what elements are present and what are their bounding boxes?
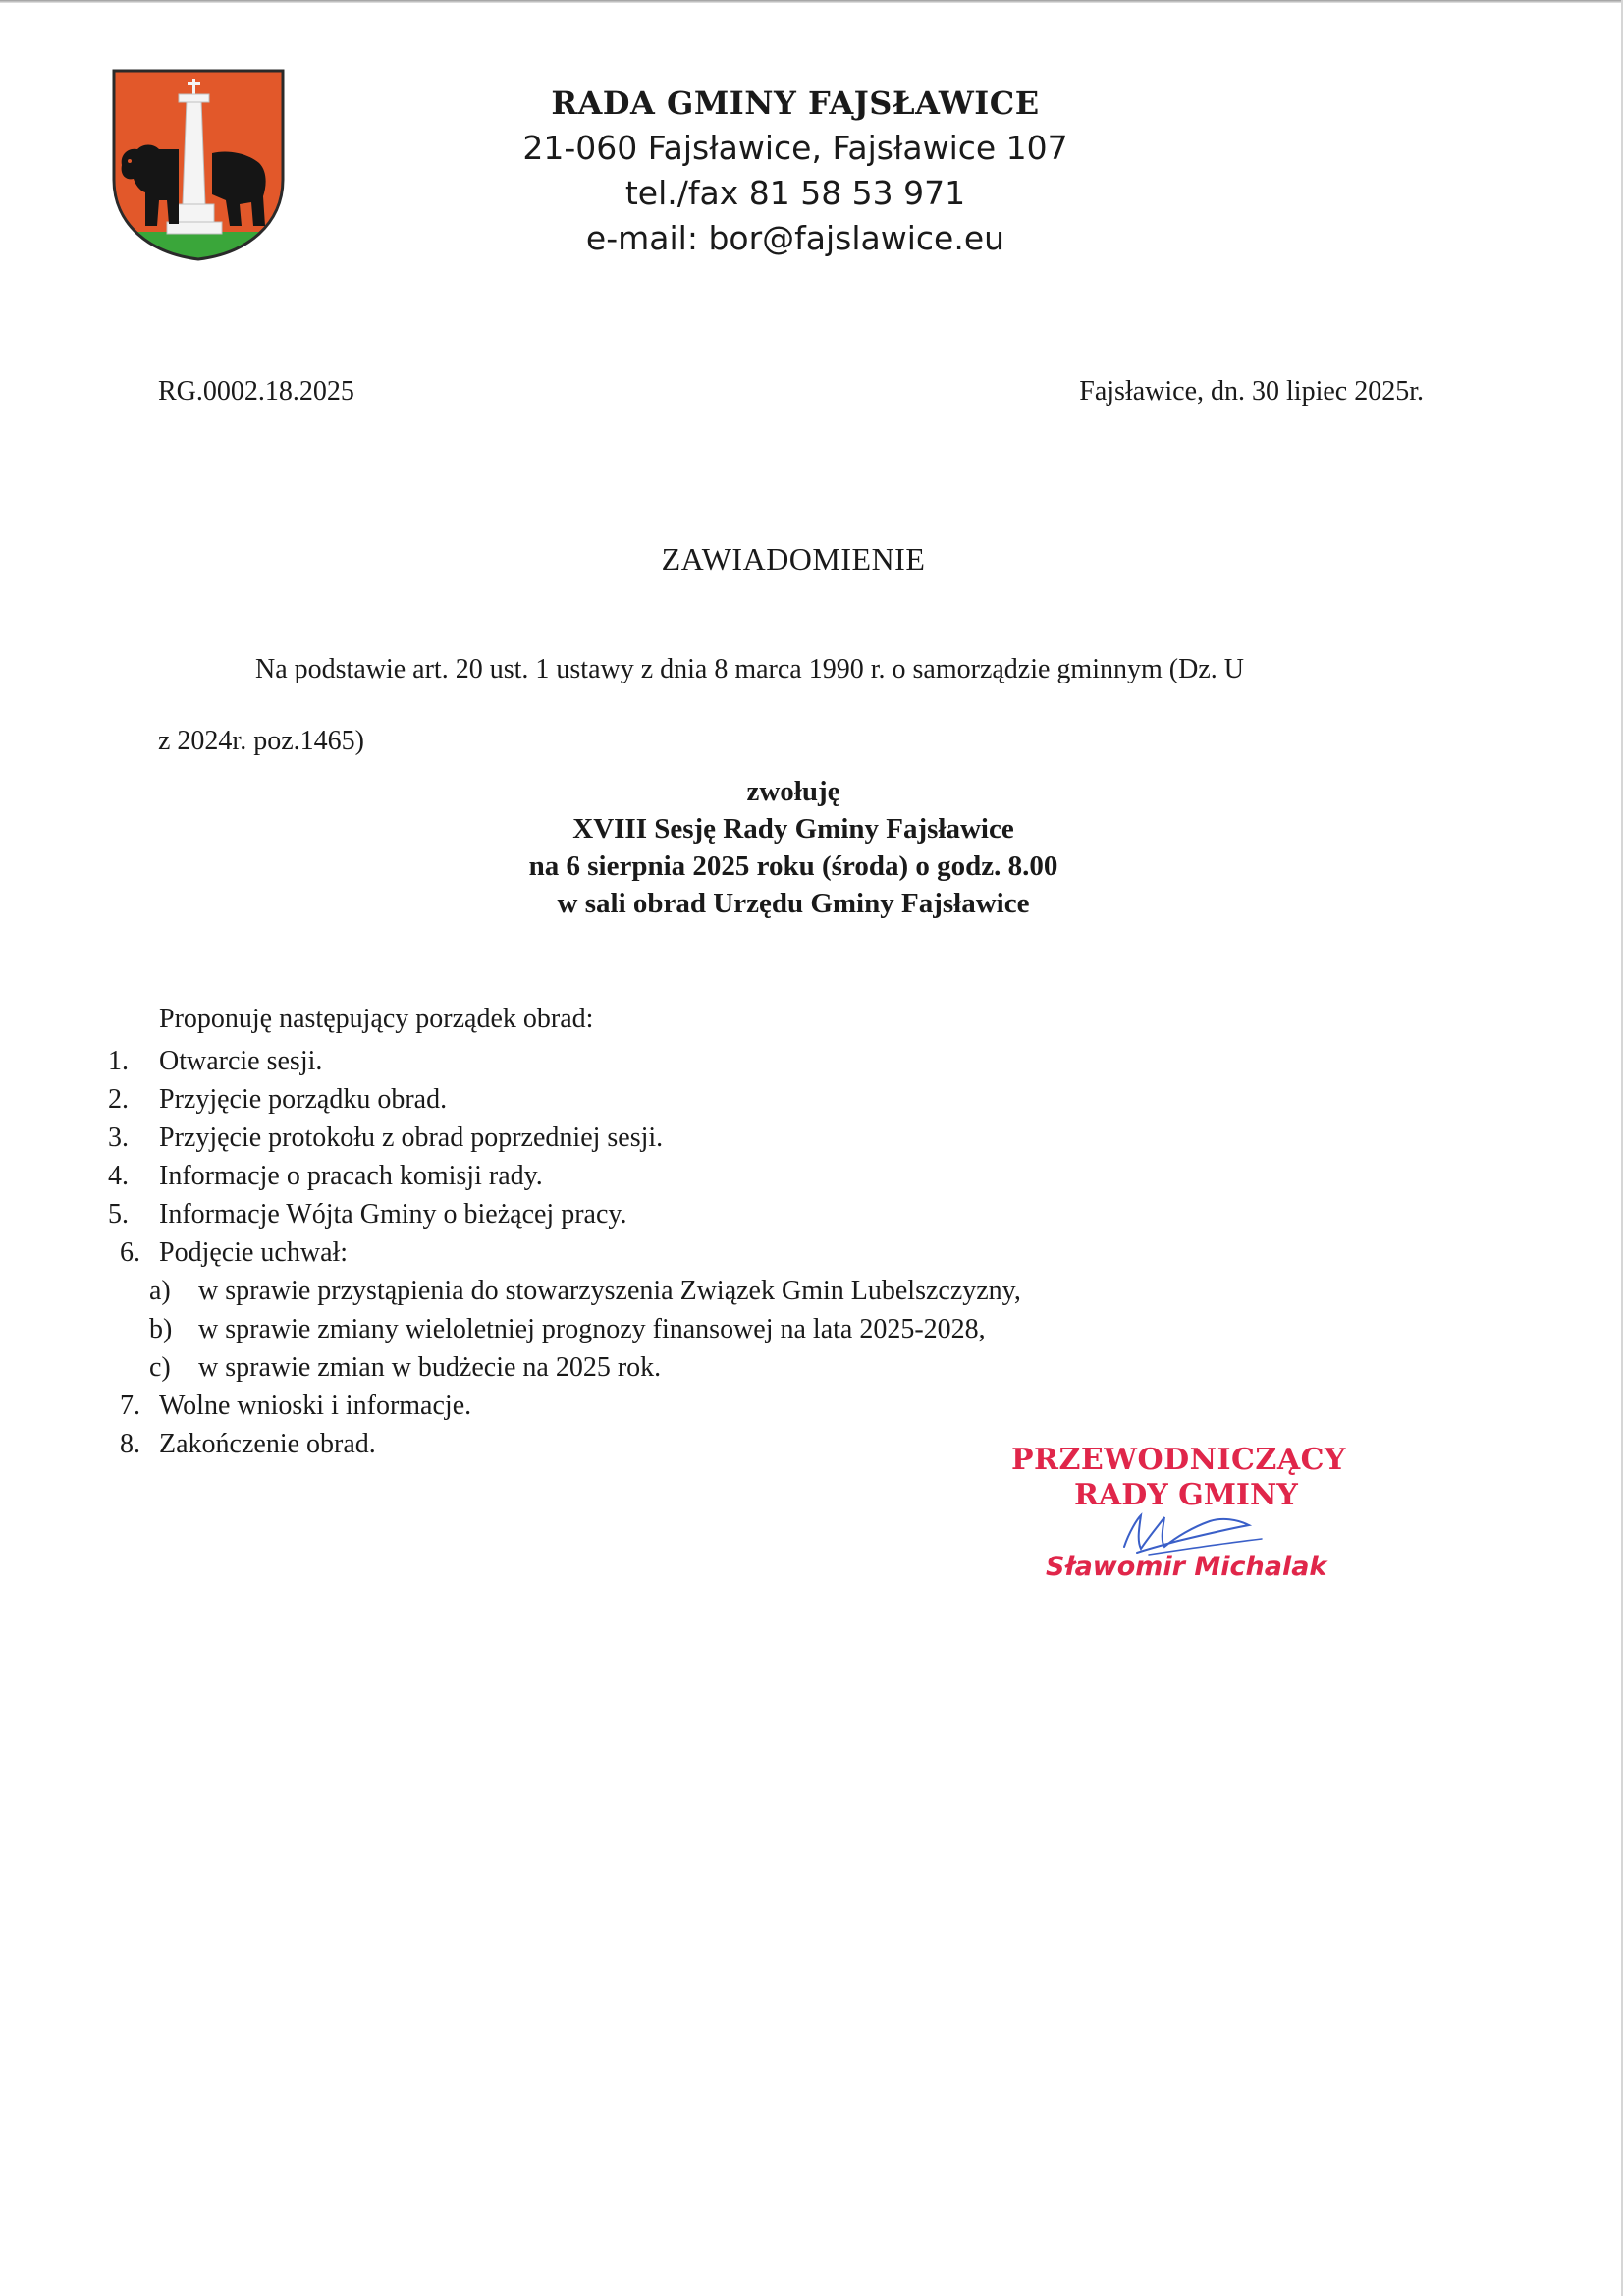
reference-number: RG.0002.18.2025	[158, 376, 354, 407]
agenda-item	[108, 1080, 1384, 1119]
session-name: XVIII Sesję Rady Gminy Fajsławice	[572, 813, 1014, 845]
agenda-item-text: Informacje Wójta Gminy o bieżącej pracy.	[159, 1199, 627, 1230]
agenda-item-text: Podjęcie uchwał:	[159, 1237, 349, 1268]
document-date: Fajsławice, dn. 30 lipiec 2025r.	[1079, 376, 1424, 407]
agenda-item-number: 6.	[120, 1237, 140, 1268]
document-title: ZAWIADOMIENIE	[661, 541, 926, 576]
coat-of-arms-icon	[110, 67, 287, 263]
intro-paragraph	[158, 633, 1434, 777]
agenda-item	[108, 1157, 1384, 1195]
agenda-item-number: 5.	[108, 1199, 129, 1230]
organization-phone: tel./fax 81 58 53 971	[624, 174, 966, 212]
agenda-item-number: 2.	[108, 1084, 129, 1115]
agenda-item-text: Otwarcie sesji.	[159, 1046, 323, 1076]
agenda-item-number: 3.	[108, 1122, 129, 1153]
agenda-item-number: 7.	[120, 1391, 140, 1421]
convening-notice	[0, 773, 1587, 922]
agenda-intro: Proponuję następujący porządek obrad:	[159, 1004, 594, 1034]
agenda-item-number: 8.	[120, 1429, 140, 1459]
agenda-subitem	[108, 1272, 1384, 1310]
agenda-item-number: 4.	[108, 1161, 129, 1191]
agenda-subitem-letter: a)	[149, 1276, 171, 1306]
signature-icon	[992, 1439, 1365, 1596]
session-location: w sali obrad Urzędu Gminy Fajsławice	[557, 888, 1030, 919]
agenda-list	[108, 1042, 1384, 1463]
agenda-item	[108, 1195, 1384, 1233]
agenda-subitem-letter: c)	[149, 1352, 171, 1383]
intro-line-2: z 2024r. poz.1465)	[158, 726, 364, 756]
chairman-stamp	[992, 1439, 1365, 1596]
agenda-item	[108, 1233, 1384, 1272]
organization-name: RADA GMINY FAJSŁAWICE	[551, 84, 1040, 122]
agenda-item-number: 1.	[108, 1046, 129, 1076]
letterhead	[412, 81, 1178, 261]
agenda-item-text: Wolne wnioski i informacje.	[159, 1391, 472, 1421]
agenda-subitem-text: w sprawie zmian w budżecie na 2025 rok.	[198, 1352, 662, 1383]
agenda-item-text: Przyjęcie porządku obrad.	[159, 1084, 448, 1115]
stamp-subtitle: RADY GMINY	[1074, 1478, 1298, 1512]
agenda-item	[108, 1119, 1384, 1157]
organization-address: 21-060 Fajsławice, Fajsławice 107	[522, 129, 1068, 167]
agenda-item-text: Informacje o pracach komisji rady.	[159, 1161, 543, 1191]
agenda-subitem-text: w sprawie zmiany wieloletniej prognozy finansowej na lata 2025-2028,	[198, 1314, 986, 1344]
session-datetime: na 6 sierpnia 2025 roku (środa) o godz. 8.00	[528, 850, 1058, 882]
agenda-item-text: Zakończenie obrad.	[159, 1429, 376, 1459]
agenda-item	[108, 1387, 1384, 1425]
intro-line-1: Na podstawie art. 20 ust. 1 ustawy z dnia 8 marca 1990 r. o samorządzie gminnym (Dz. U	[255, 654, 1244, 684]
agenda-subitem	[108, 1310, 1384, 1348]
scan-edge-top	[0, 0, 1623, 3]
stamp-name: Sławomir Michalak	[1046, 1552, 1327, 1582]
agenda-subitem-text: w sprawie przystąpienia do stowarzyszenia Związek Gmin Lubelszczyzny,	[198, 1276, 1021, 1306]
agenda-item	[108, 1042, 1384, 1080]
agenda-subitem-letter: b)	[149, 1314, 173, 1344]
agenda-item-text: Przyjęcie protokołu z obrad poprzedniej sesji.	[159, 1122, 664, 1153]
organization-email: e-mail: bor@fajslawice.eu	[585, 219, 1005, 257]
agenda-subitem	[108, 1348, 1384, 1387]
convene-verb: zwołuję	[746, 776, 840, 807]
stamp-title: PRZEWODNICZĄCY	[1011, 1443, 1346, 1477]
